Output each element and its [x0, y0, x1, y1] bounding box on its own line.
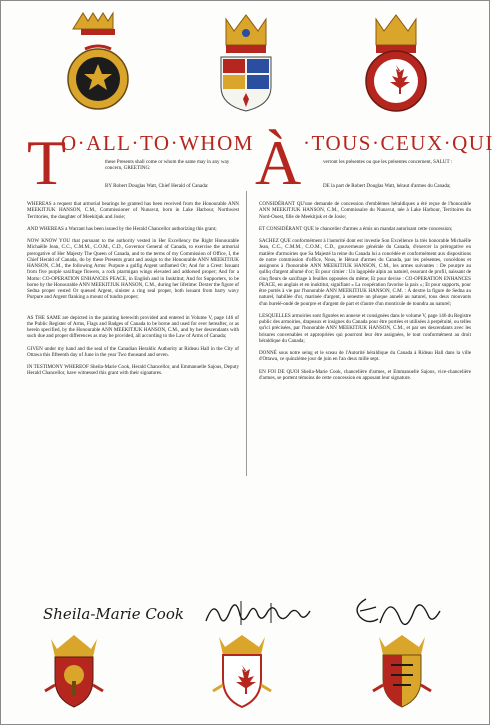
- title-left: O·ALL·TO·WHOM: [61, 131, 254, 155]
- herald-chancellor-arms-icon: [43, 631, 105, 711]
- royal-crown-shield-icon: [211, 9, 281, 114]
- deputy-chancellor-arms-icon: [371, 631, 433, 711]
- signature-left-text: Sheila-Marie Cook: [43, 605, 184, 623]
- column-divider: [246, 191, 247, 476]
- paragraph-mandat: ET CONSIDÉRANT QUE le chancelier d'armes a émis un mandat autorisant cette concession;: [259, 225, 453, 232]
- greeting-english: these Presents shall come or whom the same may in any way concern, GREETING:: [105, 159, 230, 172]
- canada-maple-seal-icon: [361, 9, 431, 114]
- english-column: [27, 201, 239, 383]
- by-line-french: DE la part de Robert Douglas Watt, héraut d'armes du Canada;: [323, 183, 451, 189]
- paragraph-lesquelles: LESQUELLES armoiries sont figurées en annexe et consignées dans le volume V, page 146 du Registre public des armoiries, drapeaux et insignes du Canada pour être portées et utilisées à perpétuité, ou telles qu'ici précisées, par l'honorable ANN MEEKITJUK HANSON, C.M., et par ses descendants avec les brisures convenables et appropriées qui pourront leur être assignées, le tout conformément au droit héraldique du Canada;: [259, 312, 472, 344]
- paragraph-en-foi: EN FOI DE QUOI Sheila-Marie Cook, chancelière d'armes, et Emmanuelle Sajous, vice-chancelière d'armes, se portent témoins de cette concession en apposant leur signature.: [259, 368, 471, 381]
- signature-center: [201, 593, 321, 633]
- signature-left: [41, 593, 184, 633]
- paragraph-testimony: IN TESTIMONY WHEREOF Sheila-Marie Cook, Herald Chancellor, and Emmanuelle Sajous, Deputy Herald Chancellor, have witnessed this grant with their signatures.: [27, 364, 239, 377]
- paragraph-sachez: SACHEZ QUE conformément à l'autorité dont est investie Son Excellence la très honorable Michaëlle Jean, C.C., C.M.M., C.O.M., C.D., gouverneure générale du Canada, d'exercer la prérogative en matière d'armoiries que Sa Majesté la reine du Canada lui a concédée et conformément aux dispositions de notre commission d'office, Nous, le Héraut d'armes du Canada, par les présentes, concédons et assignons à l'honorable ANN MEEKITJUK HANSON, C.M., les armes suivantes : De pourpre au qulliq d'argent allumé d'or; Et pour cimier : Un lagopède alpin au naturel, essorant de profil, naissant de cinq fleurs de saxifrage à feuilles opposées du même; Et pour devise : CO-OPERATION ENHANCES PEACE, en anglais et en inuktitut, signifiant « La coopération favorise la paix »; Et pour supports, pour être portés à vie par l'honorable ANN MEEKITJUK HANSON, C.M. : À dextre la figure de Sedna au naturel, habillée d'or, marinée d'argent, à senestre un phoque annelé au naturel, tous deux mouvants d'un burelé-ondé de pourpre et d'argent de part et d'autre d'un monticule de toundra au naturel;: [259, 238, 471, 307]
- title-initial-right: À: [255, 127, 302, 198]
- paragraph-given: GIVEN under my hand and the seal of the Canadian Heraldic Authority at Rideau Hall in the City of Ottawa this fifteenth day of June in the year Two thousand and seven.: [27, 345, 239, 358]
- paragraph-considerant: CONSIDÉRANT QU'une demande de concession d'emblèmes héraldiques a été reçue de l'honorable ANN MEEKITJUK HANSON, C.M., Commissaire du Nunavut, née à Lake Harbour, Territoires du Nord-Ouest, fille de Meekitjuk et de Josie;: [259, 201, 471, 220]
- paragraph-donne: DONNÉ sous notre seing et le sceau de l'Autorité héraldique du Canada à Rideau Hall dans la ville d'Ottawa, ce quinzième jour de juin en l'an deux mille sept.: [259, 350, 471, 363]
- title-right: ·TOUS·CEUX·QUI: [303, 131, 494, 155]
- signature-right: [346, 593, 456, 633]
- paragraph-warrant: AND WHEREAS a Warrant has been issued by the Herald Chancellor authorizing this grant;: [27, 225, 217, 232]
- chief-herald-arms-icon: [211, 631, 273, 711]
- greeting-french: verront les présentes ou que les présentes concernent, SALUT :: [323, 159, 453, 165]
- nunavut-seal-icon: [63, 9, 133, 114]
- paragraph-registry: AS THE SAME are depicted in the painting herewith provided and entered in Volume V, page 146 of the Public Register of Arms, Flags and Badges of Canada to be borne and used for ever hereafter, or as herein specified, by the Honourable ANN MEEKITJUK HANSON, C.M., and by her descendants with such due and proper differences as may be provided, all according to the Law of Arms of Canada;: [27, 314, 239, 340]
- french-column: [259, 201, 471, 387]
- by-line-english: BY Robert Douglas Watt, Chief Herald of Canada:: [105, 183, 209, 189]
- paragraph-grant: NOW KNOW YOU that pursuant to the authority vested in Her Excellency the Right Honourable Michaëlle Jean, C.C., C.M.M., C.O.M., C.D., Governor General of Canada, to exercise the armorial prerogative of Her Majesty The Queen of Canada, and to the terms of my Commission of Office, I, the Chief Herald of Canada, do by these Presents grant and assign to the Honourable ANN MEEKITJUK HANSON, C.M., the following Arms: Purpure a gulfig Argent unflamed Or; And for a Crest: Issuant from five purple saxifrage flowers, a rock ptarmigan wings elevated and addorsed proper; And for a Motto: CO-OPERATION ENHANCES PEACE, in English and in Inuktitut; And for Supporters, to be borne by the Honourable ANN MEEKITJUK HANSON, C.M., during her lifetime: Dexter the figure of Sedna proper vested Or queued Argent, sinister a ring seal proper, both issuant from barry wavy Purpure and Argent flanking a mount of tundra proper;: [27, 238, 239, 301]
- paragraph-whereas: WHEREAS a request that armorial bearings be granted has been received from the Honourable ANN MEEKITJUK HANSON, C.M., Commissioner of Nunavut, born in Lake Harbour, Northwest Territories, the daughter of Meekitjuk and Josie;: [27, 201, 239, 220]
- title-initial-left: T: [27, 127, 67, 198]
